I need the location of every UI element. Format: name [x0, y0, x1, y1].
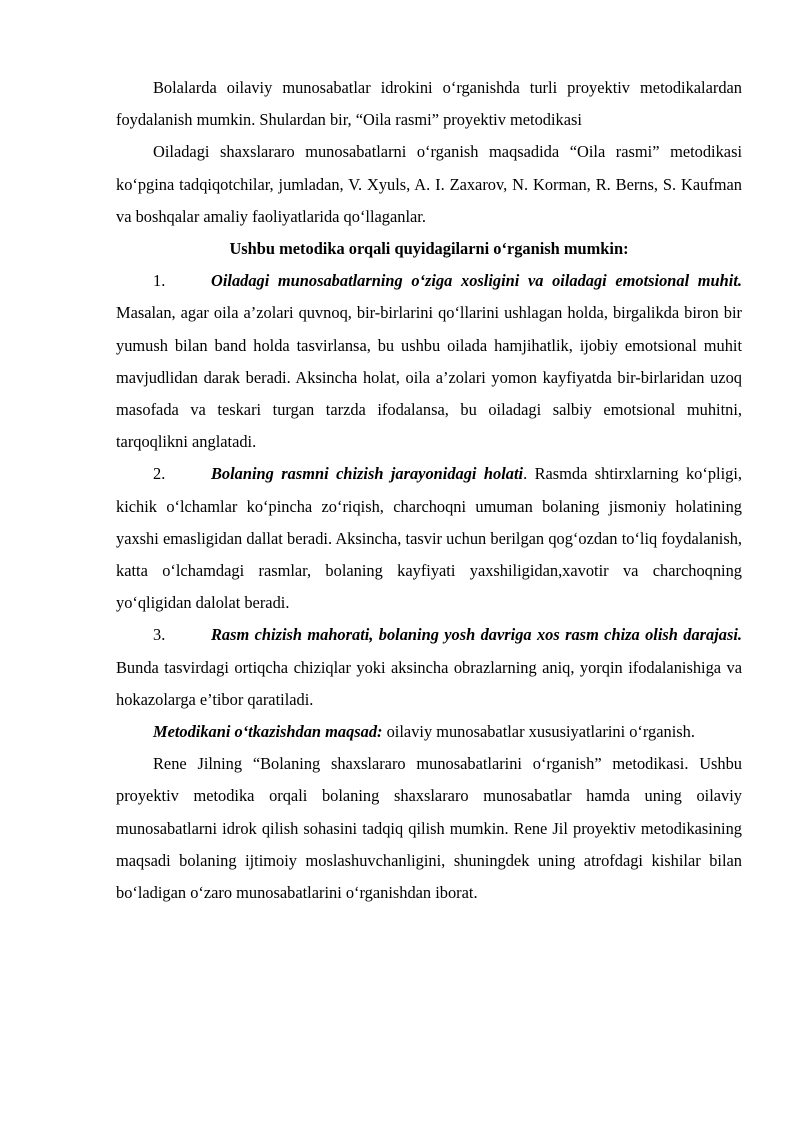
list-item-title: Bolaning rasmni chizish jarayonidagi holati — [211, 464, 524, 484]
list-item-text: . Rasmda shtirxlarning ko‘pligi, kichik o‘lchamlar ko‘pincha zo‘riqish, charchoqni umuman bolaning jismoniy holatining yaxshi emasligidan dallat beradi. Aksincha, tasvir uchun berilgan qog‘ozdan to‘liq foydalanish, katta o‘lchamdagi rasmlar, bolaning kayfiyati yaxshiligidan,xavotir va charchoqning yo‘qligidan dalolat beradi. — [116, 464, 742, 613]
list-number: 2. — [153, 464, 166, 484]
document-page — [116, 72, 742, 909]
list-number: 3. — [153, 625, 166, 645]
aim-text: oilaviy munosabatlar xususiyatlarini o‘rganish. — [382, 722, 695, 742]
list-item — [116, 265, 742, 458]
aim-label: Metodikani o‘tkazishdan maqsad: — [153, 722, 383, 742]
list-item-text: Masalan, agar oila a’zolari quvnoq, bir-birlarini qo‘llarini ushlagan holda, birgalikda biron bir yumush bilan band holda tasvirlansa, bu ushbu oilada hamjihatlik, ijobiy emotsional muhit mavjudlidan darak beradi. Aksincha holat, oila a’zolari yomon kayfiyatda bir-birlaridan uzoq masofada va teskari turgan tarzda ifodalansa, bu oiladagi salbiy emotsional muhitni, tarqoqlikni anglatadi. — [116, 303, 742, 452]
list-item-text: Bunda tasvirdagi ortiqcha chiziqlar yoki aksincha obrazlarning aniq, yorqin ifodalanishiga va hokazolarga e’tibor qaratiladi. — [116, 657, 742, 709]
list-item-title: Oiladagi munosabatlarning o‘ziga xosligini va oiladagi emotsional muhit. — [211, 271, 742, 291]
aim-paragraph — [116, 716, 742, 748]
list-item — [116, 619, 742, 716]
rene-gilles-paragraph: Rene Jilning “Bolaning shaxslararo munosabatlarini o‘rganish” metodikasi. Ushbu proyektiv metodika orqali bolaning shaxslararo munosabatlar hamda uning oilaviy munosabatlarni idrok qilish sohasini tadqiq qilish mumkin. Rene Jil proyektiv metodikasining maqsadi bolaning ijtimoiy moslashuvchanligini, shuningdek uning atrofdagi kishilar bilan bo‘ladigan o‘zaro munosabatlarini o‘rganishdan iborat. — [116, 754, 742, 903]
list-number: 1. — [153, 271, 166, 291]
list-item — [116, 458, 742, 619]
family-drawing-paragraph: Oiladagi shaxslararo munosabatlarni o‘rganish maqsadida “Oila rasmi” metodikasi ko‘pgina tadqiqotchilar, jumladan, V. Xyuls, A. I. Zaxarov, N. Korman, R. Berns, S. Kaufman va boshqalar amaliy faoliyatlarida qo‘llaganlar. — [116, 142, 742, 226]
intro-paragraph: Bolalarda oilaviy munosabatlar idrokini o‘rganishda turli proyektiv metodikalardan foydalanish mumkin. Shulardan bir, “Oila rasmi” proyektiv metodikasi — [116, 78, 742, 130]
section-heading: Ushbu metodika orqali quyidagilarni o‘rganish mumkin: — [229, 239, 629, 259]
list-item-title: Rasm chizish mahorati, bolaning yosh davriga xos rasm chiza olish darajasi. — [211, 625, 742, 645]
